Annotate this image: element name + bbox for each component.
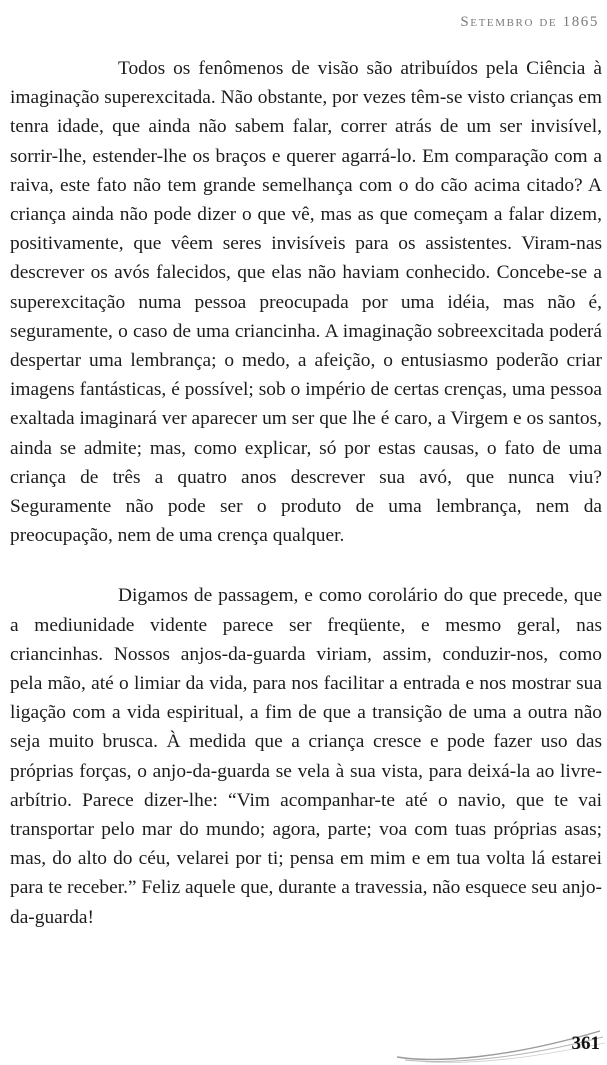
page-footer — [0, 1015, 607, 1065]
paragraph: Todos os fenômenos de visão são atribuídos pela Ciência à imaginação superexcitada. Não obstante, por vezes têm-se visto crianças em tenra idade, que ainda não sabem falar, correr atrás de um ser invisível, sorrir-lhe, estender-lhe os braços e querer agarrá-lo. Em comparação com a raiva, este fato não tem grande semelhança com o do cão acima citado? A criança ainda não pode dizer o que vê, mas as que começam a falar dizem, positivamente, que vêem seres invisíveis para os assistentes. Viram-nas descrever os avós falecidos, que elas não haviam conhecido. Concebe-se a superexcitação numa pessoa preocupada por uma idéia, mas não é, seguramente, o caso de uma criancinha. A imaginação sobreexcitada poderá despertar uma lembrança; o medo, a afeição, o entusiasmo poderão criar imagens fantásticas, é possível; sob o império de certas crenças, uma pessoa exaltada imaginará ver aparecer um ser que lhe é caro, a Virgem e os santos, ainda se admite; mas, como explicar, só por estas causas, o fato de uma criança de três a quatro anos descrever sua avó, que nunca viu? Seguramente não pode ser o produto de uma lembrança, nem da preocupação, nem de uma crença qualquer. — [10, 58, 602, 547]
body-text — [10, 54, 602, 932]
paragraph: Digamos de passagem, e como corolário do que precede, que a mediunidade vidente parece ser freqüente, e mesmo geral, nas criancinhas. Nossos anjos-da-guarda viriam, assim, conduzir-nos, como pela mão, até o limiar da vida, para nos facilitar a entrada e nos mostrar sua ligação com a vida espiritual, a fim de que a transição de uma a outra não seja muito brusca. À medida que a criança cresce e pode fazer uso das próprias forças, o anjo-da-guarda se vela à sua vista, para deixá-la ao livre-arbítrio. Parece dizer-lhe: “Vim acompanhar-te até o navio, que te vai transportar pelo mar do mundo; agora, parte; voa com tuas próprias asas; mas, do alto do céu, velarei por ti; pensa em mim e em tua volta lá estarei para te receber.” Feliz aquele que, durante a travessia, não esquece seu anjo-da-guarda! — [10, 585, 602, 928]
page-number: 361 — [571, 1033, 600, 1054]
running-header: Setembro de 1865 — [460, 14, 599, 30]
